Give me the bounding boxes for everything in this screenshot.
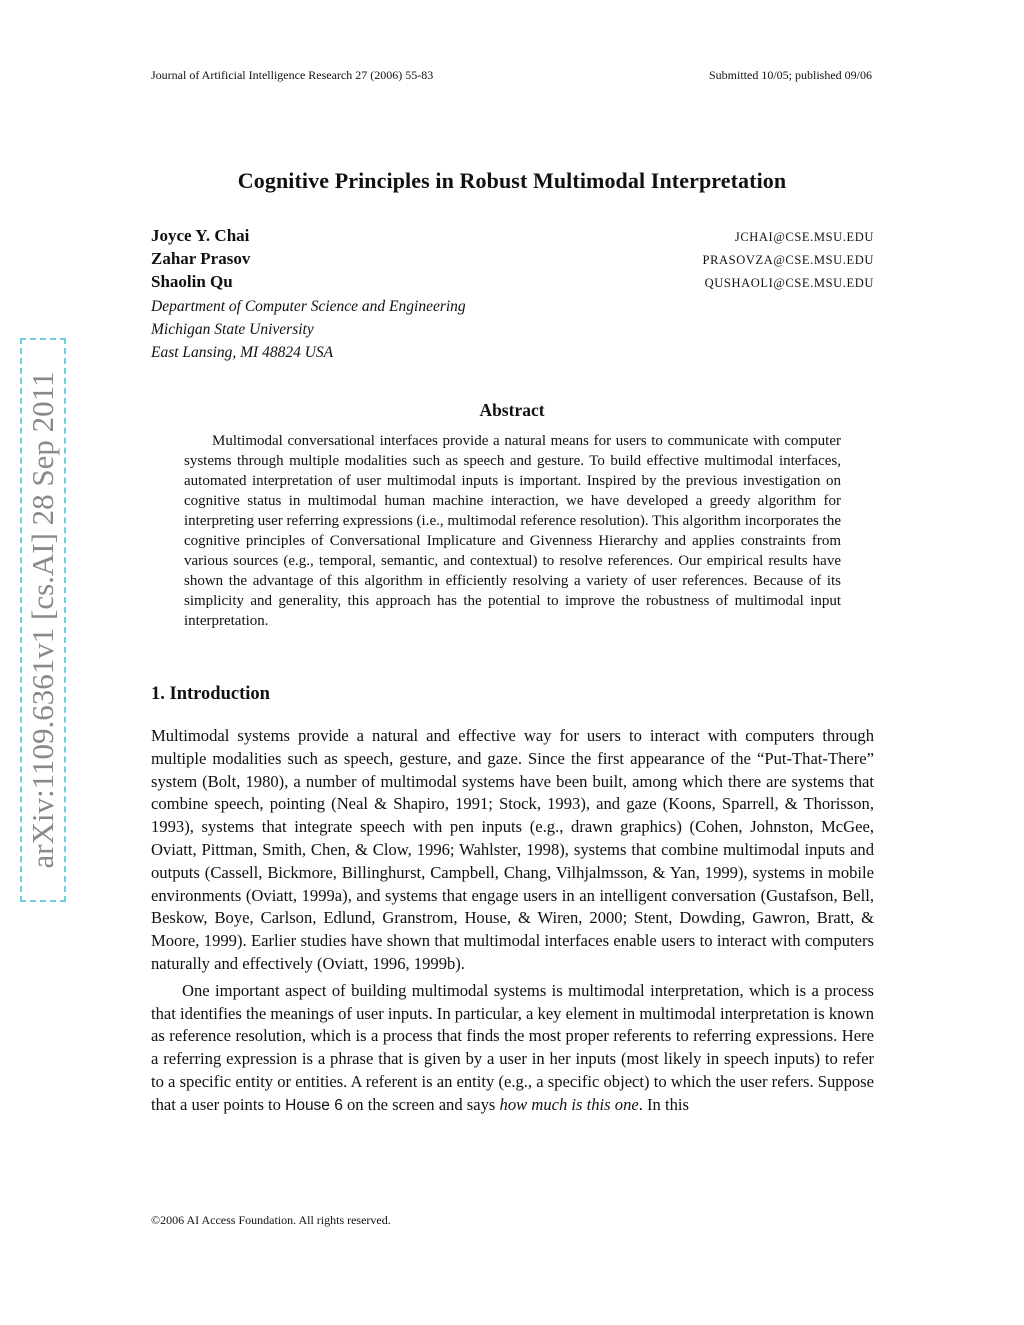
paragraph: Multimodal systems provide a natural and effective way for users to interact with computers through multiple modalities such as speech, gesture, and gaze. Since the first appearance of the “Put-That-There” system (Bolt, 1980), a number of multimodal systems have been built, among which there are systems that combine speech, pointing (Neal & Shapiro, 1991; Stock, 1993), and gaze (Koons, Sparrell, & Thorisson, 1993), systems that integrate speech with pen inputs (e.g., drawn graphics) (Cohen, Johnston, McGee, Oviatt, Pittman, Smith, Chen, & Clow, 1996; Wahlster, 1998), systems that combine multimodal inputs and outputs (Cassell, Bickmore, Billinghurst, Campbell, Chang, Vilhjalmsson, & Yan, 1999), systems in mobile environments (Oviatt, 1999a), and systems that engage users in an intelligent conversation (Gustafson, Bell, Beskow, Boye, Carlson, Edlund, Granstrom, House, & Wiren, 2000; Stent, Dowding, Gawron, Bratt, & Moore, 1999). Earlier studies have shown that multimodal interfaces enable users to interact with computers naturally and effectively (Oviatt, 1996, 1999b).	[151, 726, 874, 973]
paragraph-text: on the screen and says	[342, 1094, 500, 1114]
affiliation-line: Department of Computer Science and Engineering	[151, 298, 466, 315]
emphasized-utterance: how much is this one	[499, 1094, 639, 1114]
author-email: JCHAI@CSE.MSU.EDU	[734, 230, 874, 244]
arxiv-stamp[interactable]: arXiv:1109.6361v1 [cs.AI] 28 Sep 2011	[20, 338, 66, 902]
author-row	[151, 272, 874, 295]
author-row	[151, 226, 874, 249]
author-name: Joyce Y. Chai	[151, 226, 250, 245]
author-row	[151, 249, 874, 272]
author-email: QUSHAOLI@CSE.MSU.EDU	[704, 276, 874, 290]
body-text	[151, 725, 874, 1118]
paragraph	[151, 980, 874, 1118]
author-block	[151, 226, 874, 364]
copyright-footer: ©2006 AI Access Foundation. All rights reserved.	[151, 1213, 391, 1227]
author-name: Zahar Prasov	[151, 249, 251, 268]
author-name: Shaolin Qu	[151, 272, 233, 291]
abstract-heading: Abstract	[479, 400, 545, 420]
affiliation-line: Michigan State University	[151, 321, 314, 338]
paragraph-text: One important aspect of building multimodal systems is multimodal interpretation, which is a process that identifies the meanings of user inputs. In particular, a key element in multimodal interpretation is known as reference resolution, which is a process that finds the most proper referents to referring expressions. Here a referring expression is a phrase that is given by a user in her inputs (most likely in speech inputs) to refer to a specific entity or entities. A referent is an entity (e.g., a specific object) to which the user refers. Suppose that a user points to	[151, 980, 874, 1114]
arxiv-stamp-container	[20, 338, 66, 902]
paragraph-text: . In this	[638, 1094, 689, 1114]
author-email: PRASOVZA@CSE.MSU.EDU	[702, 253, 874, 267]
journal-header: Journal of Artificial Intelligence Research 27 (2006) 55-83	[151, 68, 434, 82]
section-heading: 1. Introduction	[151, 684, 270, 704]
paper-title: Cognitive Principles in Robust Multimodal Interpretation	[237, 168, 787, 193]
house-label: House 6	[285, 1096, 343, 1114]
abstract-text: Multimodal conversational interfaces provide a natural means for users to communicate with computer systems through multiple modalities such as speech and gesture. To build effective multimodal interfaces, automated interpretation of user multimodal inputs is important. Inspired by the previous investigation on cognitive status in multimodal human machine interaction, we have developed a greedy algorithm for interpreting user referring expressions (i.e., multimodal reference resolution). This algorithm incorporates the cognitive principles of Conversational Implicature and Givenness Hierarchy and applies constraints from various sources (e.g., temporal, semantic, and contextual) to resolve references. Our empirical results have shown the advantage of this algorithm in efficiently resolving a variety of user references. Because of its simplicity and generality, this approach has the potential to improve the robustness of multimodal input interpretation.	[184, 433, 841, 629]
submission-dates: Submitted 10/05; published 09/06	[708, 68, 872, 82]
affiliation-line: East Lansing, MI 48824 USA	[151, 344, 334, 361]
